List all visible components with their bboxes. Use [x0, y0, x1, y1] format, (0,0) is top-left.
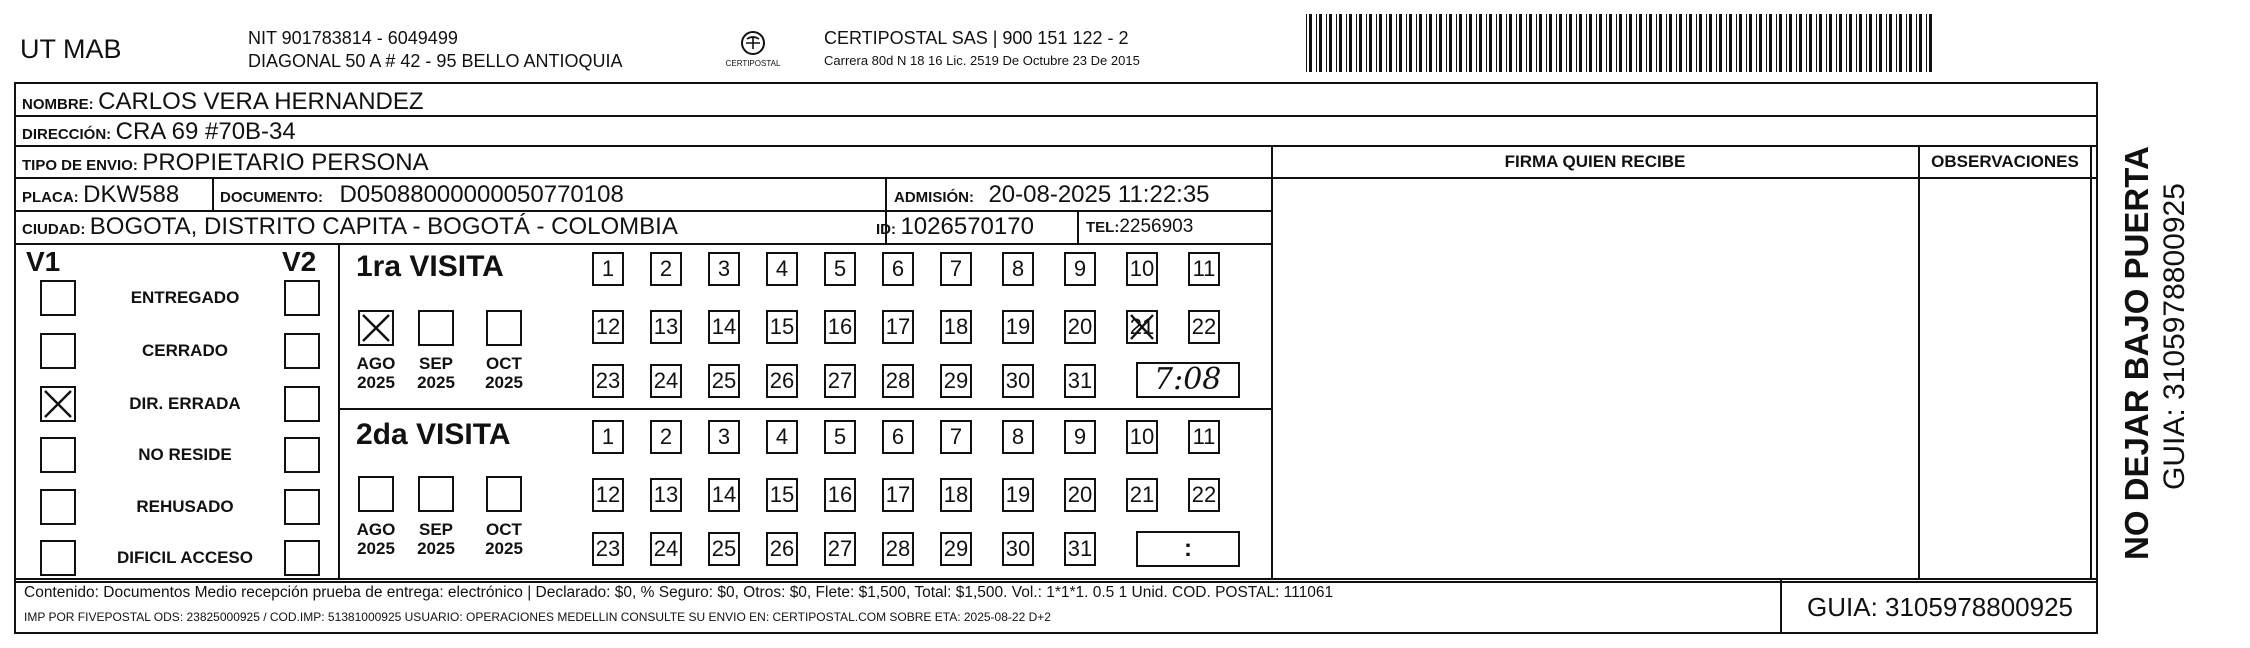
- day-box[interactable]: [766, 364, 798, 398]
- day-box[interactable]: [708, 420, 740, 454]
- v1-checkbox[interactable]: [40, 489, 76, 525]
- day-box[interactable]: [1126, 478, 1158, 512]
- day-number: 10: [1129, 256, 1155, 281]
- day-number: 19: [1005, 482, 1031, 507]
- day-box[interactable]: [824, 364, 856, 398]
- admission-label: ADMISIÓN:: [894, 189, 974, 206]
- v2-checkbox[interactable]: [284, 540, 320, 576]
- day-box[interactable]: [708, 310, 740, 344]
- day-number: 29: [943, 536, 969, 561]
- logo-wordmark: CERTIPOSTAL: [725, 59, 781, 68]
- day-number: 12: [595, 482, 621, 507]
- day-number: 15: [769, 314, 795, 339]
- day-box[interactable]: [1002, 420, 1034, 454]
- day-number: 3: [717, 256, 731, 281]
- day-box[interactable]: [592, 420, 624, 454]
- day-box[interactable]: [882, 420, 914, 454]
- day-box[interactable]: [1064, 252, 1096, 286]
- day-number: 4: [775, 256, 789, 281]
- day-box[interactable]: [592, 252, 624, 286]
- day-number: 28: [885, 368, 911, 393]
- day-box[interactable]: [650, 532, 682, 566]
- status-reason-label: ENTREGADO: [130, 288, 240, 307]
- company-name: UT MAB: [20, 34, 122, 64]
- signature-header: FIRMA QUIEN RECIBE: [1504, 152, 1686, 171]
- admission-cell: [894, 181, 1210, 209]
- tel-value: 2256903: [1119, 216, 1194, 237]
- day-box[interactable]: [940, 420, 972, 454]
- day-number: 16: [827, 482, 853, 507]
- day-box[interactable]: [824, 420, 856, 454]
- day-box[interactable]: [1002, 532, 1034, 566]
- carrier-name: CERTIPOSTAL SAS | 900 151 122 - 2: [824, 28, 1129, 48]
- shipping-type: PROPIETARIO PERSONA: [142, 149, 429, 176]
- day-number: 30: [1005, 368, 1031, 393]
- day-number: 6: [891, 424, 905, 449]
- day-number: 25: [711, 536, 737, 561]
- id-value: 1026570170: [900, 213, 1034, 240]
- day-box[interactable]: [882, 364, 914, 398]
- day-box[interactable]: [940, 252, 972, 286]
- visit2-time-box[interactable]: [1136, 531, 1240, 567]
- day-number: 7: [949, 424, 963, 449]
- day-number: 8: [1011, 256, 1025, 281]
- day-number: 14: [711, 482, 737, 507]
- recipient-address: CRA 69 #70B-34: [115, 118, 296, 145]
- day-number: 8: [1011, 424, 1025, 449]
- day-box[interactable]: [650, 420, 682, 454]
- month-year: 2025: [357, 373, 395, 392]
- v2-checkbox[interactable]: [284, 333, 320, 369]
- document-value: D05088000000050770108: [339, 181, 624, 208]
- day-box[interactable]: [1188, 252, 1220, 286]
- day-number: 21: [1129, 314, 1155, 339]
- day-number: 24: [653, 368, 679, 393]
- observations-header: OBSERVACIONES: [1931, 152, 2079, 171]
- month-year: 2025: [357, 539, 395, 558]
- month-name: AGO: [356, 520, 396, 539]
- day-box[interactable]: [1002, 252, 1034, 286]
- day-box[interactable]: [1188, 420, 1220, 454]
- day-box[interactable]: [708, 252, 740, 286]
- v2-checkbox[interactable]: [284, 280, 320, 316]
- day-number: 11: [1192, 256, 1216, 281]
- day-box[interactable]: [1064, 532, 1096, 566]
- day-box[interactable]: [766, 532, 798, 566]
- day-box[interactable]: [592, 364, 624, 398]
- id-label: ID:: [876, 221, 896, 238]
- day-number: 1: [601, 424, 615, 449]
- city-cell: [22, 213, 678, 241]
- day-box[interactable]: [940, 364, 972, 398]
- day-number: 17: [885, 314, 911, 339]
- name-row: [22, 88, 424, 116]
- status-reason-label: NO RESIDE: [138, 445, 232, 464]
- day-number: 24: [653, 536, 679, 561]
- tel-cell: [1086, 216, 1193, 238]
- day-box[interactable]: [592, 532, 624, 566]
- month-label: [408, 354, 464, 392]
- footer-content: Contenido: Documentos Medio recepción prueba de entrega: electrónico | Declarado: $0, % Seguro: $0, Otros: $0, Flete: $1,500, Total: $1,500. Vol.: 1*1*1. 0.5 1 Unid. COD. POSTAL: 111061: [24, 584, 1334, 601]
- day-box[interactable]: [1126, 420, 1158, 454]
- v1-checkbox[interactable]: [40, 540, 76, 576]
- day-number: 12: [595, 314, 621, 339]
- day-number: 27: [827, 368, 853, 393]
- day-number: 25: [711, 368, 737, 393]
- day-box[interactable]: [824, 532, 856, 566]
- visit1-time-box[interactable]: [1136, 362, 1240, 398]
- day-number: 19: [1005, 314, 1031, 339]
- day-box[interactable]: [650, 310, 682, 344]
- day-box[interactable]: [940, 532, 972, 566]
- certipostal-logo: [718, 28, 788, 70]
- month-name: OCT: [486, 520, 522, 539]
- visit2-time: :: [1184, 535, 1192, 562]
- name-label: NOMBRE:: [22, 96, 94, 113]
- day-box[interactable]: [592, 310, 624, 344]
- day-box[interactable]: [708, 478, 740, 512]
- id-cell: [876, 213, 1034, 241]
- day-box[interactable]: [1064, 310, 1096, 344]
- day-box[interactable]: [1064, 478, 1096, 512]
- plate-cell: [22, 181, 179, 209]
- month-name: SEP: [418, 354, 454, 373]
- day-number: 20: [1067, 314, 1093, 339]
- day-box[interactable]: [766, 252, 798, 286]
- day-number: 6: [891, 256, 905, 281]
- day-number: 31: [1067, 536, 1093, 561]
- day-box[interactable]: [650, 478, 682, 512]
- day-number: 13: [653, 482, 679, 507]
- city-value: BOGOTA, DISTRITO CAPITA - BOGOTÁ - COLOMBIA: [89, 213, 678, 240]
- side-warning: NO DEJAR BAJO PUERTA: [2118, 146, 2155, 560]
- day-number: 16: [827, 314, 853, 339]
- day-number: 5: [833, 256, 847, 281]
- v1-checkbox[interactable]: [40, 333, 76, 369]
- day-number: 23: [595, 368, 621, 393]
- month-year: 2025: [485, 539, 523, 558]
- day-box[interactable]: [708, 532, 740, 566]
- day-box[interactable]: [766, 478, 798, 512]
- day-number: 22: [1191, 314, 1217, 339]
- month-label: [348, 354, 404, 392]
- day-box[interactable]: [882, 478, 914, 512]
- v2-checkbox[interactable]: [284, 386, 320, 422]
- status-reason-label: DIFICIL ACCESO: [116, 548, 253, 567]
- day-number: 11: [1192, 424, 1216, 449]
- day-box[interactable]: [882, 252, 914, 286]
- status-reason-label: DIR. ERRADA: [129, 394, 241, 413]
- x-mark-icon: [360, 312, 392, 344]
- month-checkbox-ago[interactable]: [358, 476, 394, 512]
- plate-label: PLACA:: [22, 189, 79, 206]
- v2-label: V2: [282, 246, 317, 277]
- day-box[interactable]: [1064, 420, 1096, 454]
- day-number: 23: [595, 536, 621, 561]
- day-box[interactable]: [650, 364, 682, 398]
- day-number: 13: [653, 314, 679, 339]
- observations-area[interactable]: [1920, 180, 2090, 578]
- day-box[interactable]: [824, 252, 856, 286]
- day-number: 9: [1073, 256, 1087, 281]
- document-cell: [220, 181, 624, 209]
- v1-checkbox[interactable]: [40, 437, 76, 473]
- month-label: [476, 520, 532, 558]
- x-mark-icon: [42, 388, 74, 420]
- month-checkbox-sep[interactable]: [418, 310, 454, 346]
- day-number: 9: [1073, 424, 1087, 449]
- day-number: 27: [827, 536, 853, 561]
- footer-imp: IMP POR FIVEPOSTAL ODS: 23825000925 / COD.IMP: 51381000925 USUARIO: OPERACIONES MEDELLIN CONSULTE SU ENVIO EN: CERTIPOSTAL.COM SOBRE ETA: 2025-08-22 D+2: [24, 610, 1051, 624]
- admission-value: 20-08-2025 11:22:35: [988, 181, 1210, 208]
- day-box[interactable]: [882, 532, 914, 566]
- day-box[interactable]: [940, 310, 972, 344]
- day-box[interactable]: [824, 478, 856, 512]
- day-number: 4: [775, 424, 789, 449]
- signature-area[interactable]: [1274, 180, 1918, 578]
- day-box[interactable]: [766, 310, 798, 344]
- day-box[interactable]: [882, 310, 914, 344]
- month-checkbox-ago[interactable]: [358, 310, 394, 346]
- day-number: 28: [885, 536, 911, 561]
- v1-checkbox[interactable]: [40, 280, 76, 316]
- day-number: 18: [943, 314, 969, 339]
- visit1-title: 1ra VISITA: [356, 250, 504, 283]
- day-number: 10: [1129, 424, 1155, 449]
- day-box[interactable]: [592, 478, 624, 512]
- v2-checkbox[interactable]: [284, 437, 320, 473]
- month-checkbox-oct[interactable]: [486, 310, 522, 346]
- day-box[interactable]: [1064, 364, 1096, 398]
- day-box[interactable]: [650, 252, 682, 286]
- day-number: 31: [1067, 368, 1093, 393]
- company-nit: NIT 901783814 - 6049499: [248, 28, 458, 48]
- x-mark-icon: [1128, 312, 1156, 342]
- month-year: 2025: [485, 373, 523, 392]
- month-name: OCT: [486, 354, 522, 373]
- day-number: 5: [833, 424, 847, 449]
- day-number: 29: [943, 368, 969, 393]
- day-box[interactable]: [1126, 310, 1158, 344]
- day-number: 1: [601, 256, 615, 281]
- day-box[interactable]: [708, 364, 740, 398]
- visit2-title: 2da VISITA: [356, 418, 511, 451]
- month-label: [408, 520, 464, 558]
- address-label: DIRECCIÓN:: [22, 126, 112, 143]
- tel-label: TEL:: [1086, 219, 1120, 236]
- day-box[interactable]: [1002, 364, 1034, 398]
- side-guia: GUIA: 3105978800925: [2158, 183, 2191, 490]
- month-checkbox-oct[interactable]: [486, 476, 522, 512]
- v1-label: V1: [26, 246, 61, 277]
- day-box[interactable]: [1188, 310, 1220, 344]
- footer-guia: GUIA: 3105978800925: [1807, 592, 2073, 622]
- month-label: [476, 354, 532, 392]
- day-box[interactable]: [940, 478, 972, 512]
- recipient-name: CARLOS VERA HERNANDEZ: [98, 88, 424, 115]
- document-label: DOCUMENTO:: [220, 189, 324, 206]
- day-number: 20: [1067, 482, 1093, 507]
- city-label: CIUDAD:: [22, 221, 86, 238]
- type-row: [22, 149, 429, 177]
- day-number: 17: [885, 482, 911, 507]
- day-box[interactable]: [1188, 478, 1220, 512]
- company-address: DIAGONAL 50 A # 42 - 95 BELLO ANTIOQUIA: [248, 51, 623, 71]
- day-number: 2: [659, 256, 673, 281]
- day-box[interactable]: [1002, 310, 1034, 344]
- v1-checkbox[interactable]: [40, 386, 76, 422]
- day-number: 2: [659, 424, 673, 449]
- day-number: 26: [769, 368, 795, 393]
- day-box[interactable]: [1002, 478, 1034, 512]
- barcode: [1304, 14, 1940, 72]
- day-number: 22: [1191, 482, 1217, 507]
- day-number: 7: [949, 256, 963, 281]
- month-name: SEP: [418, 520, 454, 539]
- day-number: 21: [1129, 482, 1155, 507]
- month-name: AGO: [356, 354, 396, 373]
- v2-checkbox[interactable]: [284, 489, 320, 525]
- day-number: 18: [943, 482, 969, 507]
- day-box[interactable]: [1126, 252, 1158, 286]
- day-box[interactable]: [766, 420, 798, 454]
- day-number: 3: [717, 424, 731, 449]
- day-number: 14: [711, 314, 737, 339]
- month-label: [348, 520, 404, 558]
- plate-value: DKW588: [83, 181, 180, 208]
- status-reason-label: CERRADO: [142, 341, 228, 360]
- day-box[interactable]: [824, 310, 856, 344]
- month-year: 2025: [417, 373, 455, 392]
- address-row: [22, 118, 296, 146]
- month-year: 2025: [417, 539, 455, 558]
- day-number: 26: [769, 536, 795, 561]
- status-reason-label: REHUSADO: [136, 497, 234, 516]
- day-number: 15: [769, 482, 795, 507]
- carrier-address: Carrera 80d N 18 16 Lic. 2519 De Octubre 23 De 2015: [824, 53, 1140, 68]
- day-number: 30: [1005, 536, 1031, 561]
- type-label: TIPO DE ENVIO:: [22, 157, 138, 174]
- month-checkbox-sep[interactable]: [418, 476, 454, 512]
- visit1-time: 7:08: [1154, 362, 1222, 397]
